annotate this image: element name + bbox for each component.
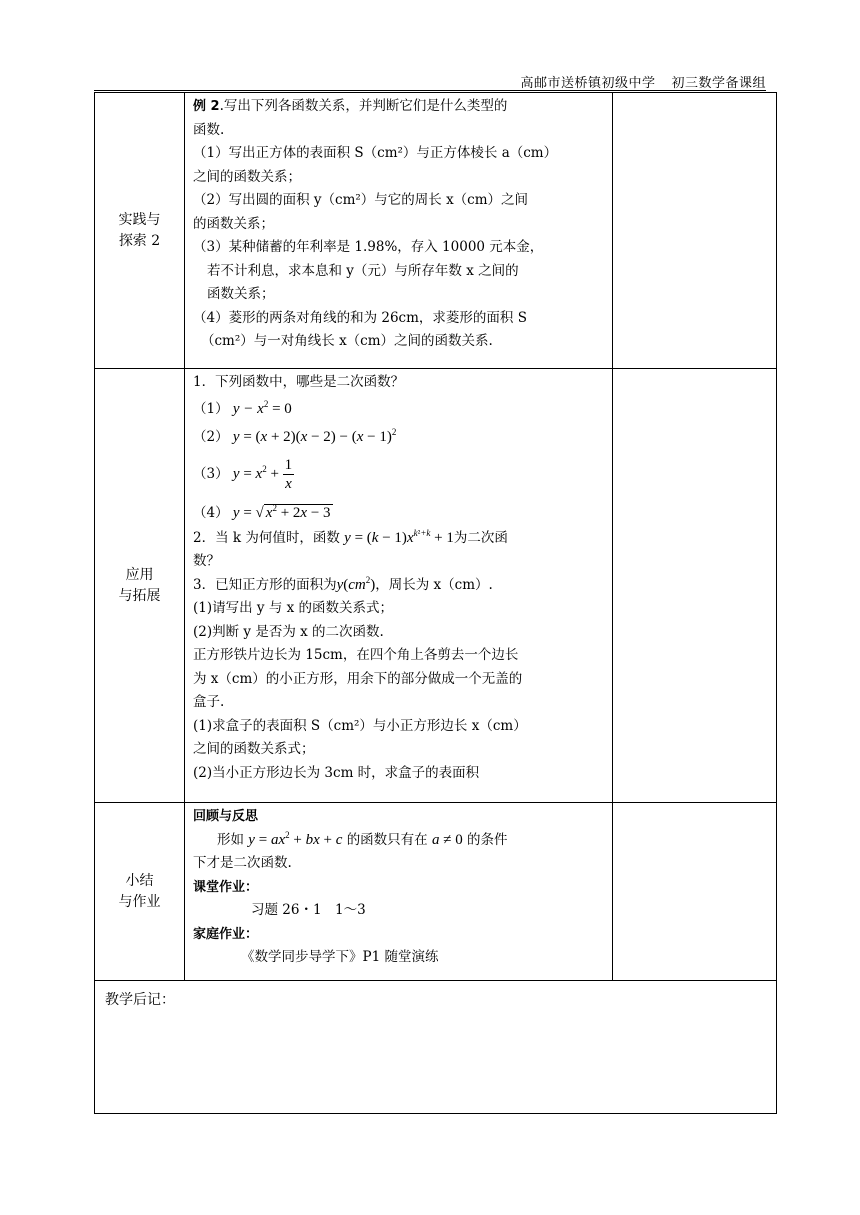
- item-3-number: （3）: [193, 465, 229, 482]
- content-apply: [185, 369, 613, 803]
- q3-line2: 若不计利息，求本息和 y（元）与所存年数 x 之间的: [207, 262, 519, 279]
- label-summary-line1: 小结: [125, 872, 154, 889]
- q3-line3: 函数关系；: [207, 286, 275, 302]
- teaching-notes-label: 教学后记：: [105, 992, 175, 1008]
- review-text: [193, 829, 606, 853]
- q2-line2: 的函数关系；: [193, 215, 274, 232]
- label-practice-line2: 探索 2: [118, 232, 161, 249]
- q3-line1: （3）某种储蓄的年利率是 1.98%，存入 10000 元本金，: [193, 239, 544, 255]
- row-practice: [95, 93, 777, 369]
- problem-3: [193, 574, 606, 598]
- problem-2: [193, 527, 606, 551]
- item-1-number: （1）: [193, 400, 229, 417]
- content-practice: [185, 93, 613, 369]
- header-rule: [94, 90, 766, 91]
- problem-4-line3: 盒子.: [193, 694, 225, 710]
- formula-k: $y = (k - 1)x^{k^2+k} + 1$: [344, 527, 454, 546]
- group-name: 初三数学备课组: [671, 76, 766, 91]
- q1-line2: 之间的函数关系；: [193, 168, 301, 185]
- example-title: 例 2: [193, 99, 220, 114]
- problem-1-item-2: [193, 423, 606, 451]
- label-summary-line2: 与作业: [118, 893, 161, 910]
- problem-4-line1: 正方形铁片边长为 15cm，在四个角上各剪去一个边长: [193, 647, 519, 663]
- page-header: [520, 72, 766, 91]
- formula-1: $y - x^2 = 0$: [232, 398, 292, 417]
- problem-3-text-b: ，周长为 x（cm）.: [375, 576, 493, 593]
- remarks-summary: [613, 803, 777, 981]
- example-text-2: 函数.: [193, 121, 225, 138]
- problem-1-item-3: [193, 451, 606, 499]
- problem-4-ii: (2)当小正方形边长为 3cm 时，求盒子的表面积: [193, 764, 480, 781]
- q1-line1: （1）写出正方体的表面积 S（cm²）与正方体棱长 a（cm）: [193, 145, 558, 161]
- row-apply: [95, 369, 777, 803]
- problem-4-i-line2: 之间的函数关系式；: [193, 741, 315, 757]
- problem-2-text-c: 数？: [193, 553, 220, 569]
- row-notes: [95, 981, 777, 1114]
- label-apply: [95, 369, 185, 803]
- label-practice-line1: 实践与: [118, 211, 161, 228]
- formula-2: $y = (x + 2)(x - 2) - (x - 1)^2$: [232, 426, 397, 445]
- home-hw-title: 家庭作业：: [193, 926, 259, 942]
- school-name: 高邮市送桥镇初级中学: [520, 76, 656, 91]
- problem-2-text-a: 2．当 k 为何值时，函数: [193, 529, 340, 546]
- formula-4: y = √ $x^2 + 2x - 3$: [232, 502, 331, 521]
- home-hw: 《数学同步导学下》P1 随堂演练: [241, 949, 439, 965]
- formula-general: $y = ax^2$ + bx + c: [248, 829, 343, 848]
- lesson-plan-table: [94, 92, 777, 1114]
- q2-line1: （2）写出圆的面积 y（cm²）与它的周长 x（cm）之间: [193, 192, 529, 208]
- formula-area: $y(cm^2)$: [336, 574, 376, 593]
- problem-1-item-1: [193, 395, 606, 423]
- formula-condition: a ≠ 0: [431, 831, 463, 848]
- problem-1: 1．下列函数中，哪些是二次函数？: [193, 374, 405, 390]
- class-hw-title: 课堂作业：: [193, 879, 259, 895]
- review-text-d: 下才是二次函数.: [193, 855, 292, 871]
- teaching-notes: [95, 981, 777, 1114]
- row-summary: [95, 803, 777, 981]
- remarks-practice: [613, 93, 777, 369]
- problem-4-i-line1: (1)求盒子的表面积 S（cm²）与小正方形边长 x（cm）: [193, 717, 527, 734]
- review-text-a: 形如: [217, 831, 244, 848]
- q4-line2: （cm²）与一对角线长 x（cm）之间的函数关系.: [201, 333, 493, 349]
- label-apply-line2: 与拓展: [118, 587, 161, 604]
- problem-1-item-4: [193, 499, 606, 527]
- item-2-number: （2）: [193, 428, 229, 445]
- problem-3-i: (1)请写出 y 与 x 的函数关系式；: [193, 600, 394, 616]
- example-text: .写出下列各函数关系，并判断它们是什么类型的: [219, 98, 508, 114]
- label-summary: [95, 803, 185, 981]
- problem-3-ii: (2)判断 y 是否为 x 的二次函数.: [193, 623, 384, 640]
- formula-3: $y = x^2$ + $\frac{1}{x}$: [232, 457, 293, 492]
- review-text-c: 的条件: [467, 831, 508, 848]
- problem-4-line2: 为 x（cm）的小正方形，用余下的部分做成一个无盖的: [193, 670, 523, 687]
- label-apply-line1: 应用: [125, 566, 154, 583]
- review-text-b: 的函数只有在: [346, 831, 428, 848]
- label-practice: [95, 93, 185, 369]
- item-4-number: （4）: [193, 504, 229, 521]
- problem-2-text-b: 为二次函: [453, 529, 508, 546]
- q4-line1: （4）菱形的两条对角线的和为 26cm，求菱形的面积 S: [193, 309, 527, 326]
- remarks-apply: [613, 369, 777, 803]
- content-summary: [185, 803, 613, 981]
- class-hw: 习题 26・1 1～3: [251, 902, 366, 918]
- problem-3-text-a: 3．已知正方形的面积为: [193, 576, 337, 593]
- review-title: 回顾与反思: [193, 809, 259, 824]
